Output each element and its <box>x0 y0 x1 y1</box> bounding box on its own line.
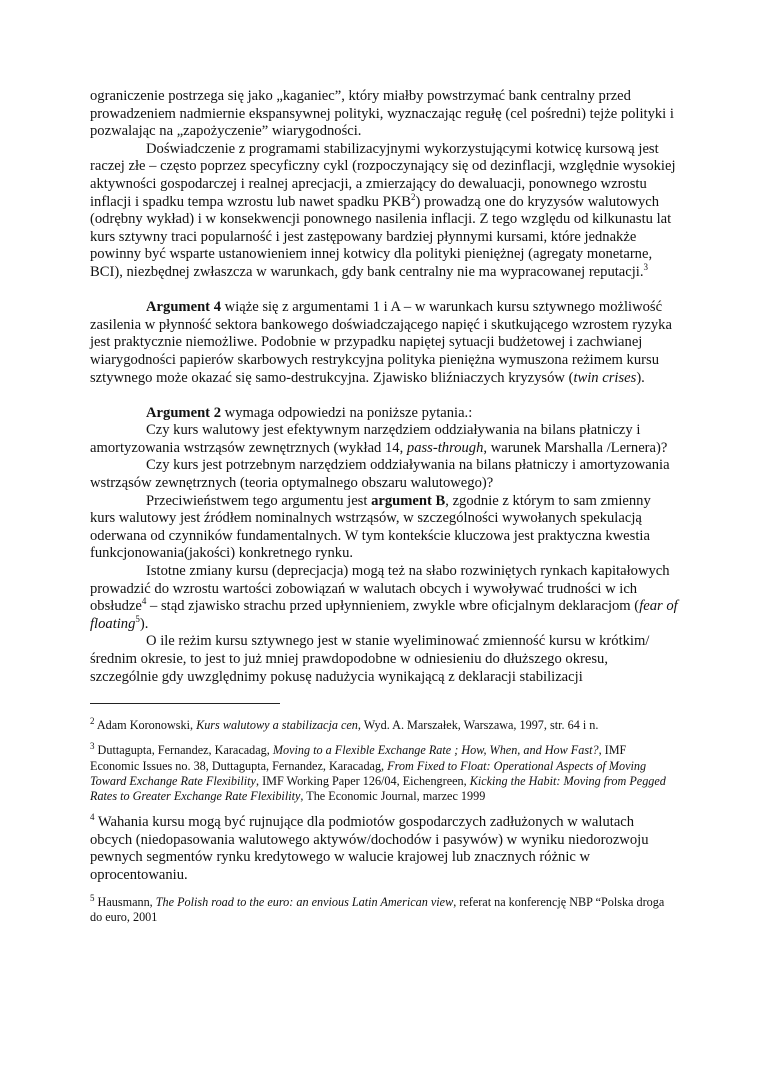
document-page <box>90 88 678 925</box>
bold-term: argument B <box>371 492 446 509</box>
paragraph-fixed-regime <box>90 633 678 686</box>
text: , IMF Working Paper 126/04, Eichengreen, <box>255 773 470 788</box>
text: O ile reżim kursu sztywnego jest w stanie wyeliminować zmienność kursu w krótkim/średnim okresie, to jest to już mniej prawdopodobne w odniesieniu do dłuższego okresu, szczególnie gdy uwzględnimy pokusę nadużycia wynikającą z deklaracji stabilizacji <box>90 633 650 685</box>
text: ). <box>139 615 149 632</box>
footnote-ref-5[interactable]: 5 <box>135 613 140 624</box>
footnote-separator <box>90 703 280 704</box>
text: ograniczenie postrzega się jako „kaganiec”, który miałby powstrzymać bank centralny przed prowadzeniem nadmiernie ekspansywnej polityki, wyznaczając regułę (cel pośredni) tejże polityki i pozwalając na „zapożyczenie” wiarygodności. <box>90 88 674 140</box>
text: Czy kurs jest potrzebnym narzędziem oddziaływania na bilans płatniczy i amortyzowania wstrząsów zewnętrznych (teoria optymalnego obszaru walutowego)? <box>90 457 670 492</box>
text: , The Economic Journal, marzec 1999 <box>300 789 486 803</box>
paragraph-2 <box>90 141 678 282</box>
text: Istotne zmiany kursu (deprecjacja) mogą też na słabo rozwiniętych rynkach kapitałowych prowadzić do wzrostu wartości zobowiązań w walutach obcych i wywoływać trudności w ich obsłudze <box>90 563 670 615</box>
paragraph-depreciation <box>90 563 678 633</box>
italic-term: The Polish road to the euro: an envious Latin American view <box>155 894 454 909</box>
text: Duttagupta, Fernandez, Karacadag, <box>94 743 273 758</box>
italic-term: Moving to a Flexible Exchange Rate ; How, When, and How Fast? <box>272 743 599 758</box>
footnote-ref-2[interactable]: 2 <box>411 191 416 202</box>
text: Doświadczenie z programami stabilizacyjnymi wykorzystującymi kotwicę kursową jest raczej złe – często poprzez specyficzny cykl (rozpoczynający się od dezinflacji, względnie wysokiej aktywności gospodarczej i realnej aprecjacji, a zmierzający do dewaluacji, ponownego wzrostu inflacji i spadku tempa wzrostu lub nawet spadku PKB <box>90 140 676 210</box>
text: , warunek Marshalla /Lernera)? <box>483 439 668 456</box>
italic-term: Kurs walutowy a stabilizacja cen <box>196 718 358 733</box>
text: Przeciwieństwem tego argumentu jest <box>146 492 372 509</box>
text: , referat na konferencję NBP “Polska droga do euro, 2001 <box>90 894 665 924</box>
italic-term: twin crises <box>573 369 637 386</box>
text: , zgodnie z którym to sam zmienny kurs walutowy jest źródłem nominalnych wstrząsów, w szczególności wywołanych spekulacją oderwana od czynników fundamentalnych. W tym kontekście kluczowa jest praktyczna kwestia funkcjonowania(jakości) konkretnego rynku. <box>90 492 651 562</box>
paragraph-argument-b <box>90 493 678 563</box>
footnote-ref-3[interactable]: 3 <box>643 262 649 273</box>
paragraph-argument-4 <box>90 299 678 387</box>
text: wymaga odpowiedzi na poniższe pytania.: <box>221 404 473 421</box>
footnote-5 <box>90 892 678 925</box>
text: wiąże się z argumentami 1 i A – w warunkach kursu sztywnego możliwość zasilenia w płynność sektora bankowego doświadczającego napięć i skutkującego wzrostem ryzyka jest praktycznie niemożliwe. Podobnie w przypadku napiętej sytuacji budżetowej i zachwianej wiarygodności papierów skarbowych restrykcyjna polityka pieniężna wymuszona reżimem kursu sztywnego może okazać się samo-destrukcyjna. Zjawisko bliźniaczych kryzysów ( <box>90 299 672 386</box>
text: , Wyd. A. Marszałek, Warszawa, 1997, str. 64 i n. <box>357 718 599 733</box>
italic-term: fear of floating <box>90 598 678 632</box>
text: , IMF Economic Issues no. 38, Duttagupta, Fernandez, Karacadag, <box>90 743 627 773</box>
paragraph-question-1 <box>90 422 678 457</box>
footnote-number: 5 <box>90 892 95 903</box>
paragraph-1 <box>90 88 678 141</box>
text: ) prowadzą one do kryzysów walutowych (odrębny wykład) i w konsekwencji ponownego nasilenia inflacji. Z tego względu od kilkunastu lat kurs sztywny traci popularność i jest zastępowany bardziej płynnymi kursami, które jednakże powinny być wsparte ustanowieniem innej kotwicy dla polityki pieniężnej (agregaty monetarne, BCI), niezbędnej zwłaszcza w warunkach, gdy bank centralny nie ma wypracowanej reputacji. <box>90 193 672 280</box>
text: ). <box>636 369 645 386</box>
italic-term: From Fixed to Float: Operational Aspects of Moving Toward Exchange Rate Flexibility <box>90 758 647 788</box>
footnote-ref-4[interactable]: 4 <box>141 596 147 607</box>
text: Czy kurs walutowy jest efektywnym narzędziem oddziaływania na bilans płatniczy i amortyzowania wstrząsów zewnętrznych (wykład 14, <box>90 422 641 456</box>
bold-term: Argument 2 <box>146 404 221 421</box>
text: Hausmann, <box>94 894 156 909</box>
italic-term: pass-through <box>406 439 484 456</box>
footnote-3 <box>90 743 678 804</box>
footnote-4 <box>90 814 678 884</box>
italic-term: Kicking the Habit: Moving from Pegged Rates to Greater Exchange Rate Flexibility <box>90 773 666 803</box>
footnote-number: 4 <box>90 812 95 823</box>
paragraph-question-2 <box>90 457 678 492</box>
text: Adam Koronowski, <box>94 718 197 733</box>
footnote-number: 3 <box>90 741 95 752</box>
footnote-2 <box>90 718 678 733</box>
paragraph-argument-2 <box>90 405 678 423</box>
text: – stąd zjawisko strachu przed upłynnieniem, zwykle wbre oficjalnym deklaracjom ( <box>146 598 640 615</box>
text: Wahania kursu mogą być rujnujące dla podmiotów gospodarczych zadłużonych w walutach obcych (niedopasowania walutowego aktywów/dochodów i pasywów) w wyniku niedorozwoju pewnych segmentów rynku kredytowego w walucie krajowej lub znacznych różnic w oprocentowaniu. <box>90 814 649 883</box>
bold-term: Argument 4 <box>146 299 221 316</box>
footnote-number: 2 <box>90 716 95 727</box>
